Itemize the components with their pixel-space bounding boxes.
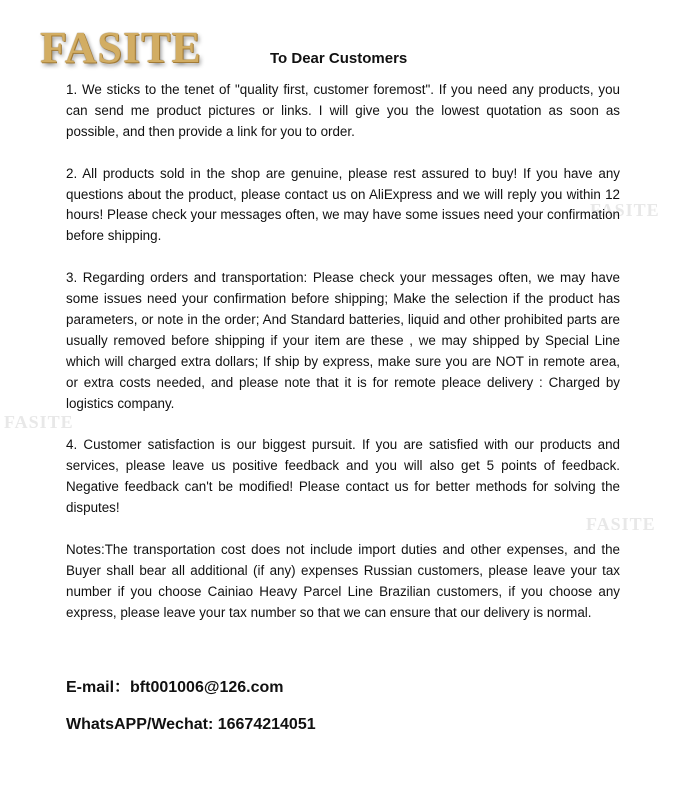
paragraph-shipping: 3. Regarding orders and transportation: Please check your messages often, we may have some issues need your confirmation before shipping; Make the selection if the product has parameters, or note in the order; And Standard batteries, liquid and other prohibited parts are usually removed before shipping if your item are these , we may shipped by Special Line which will charged extra dollars; If ship by express, make sure you are NOT in remote area, or extra costs needed, and please note that it is for remote pleace delivery : Charged by logistics company.: [66, 270, 620, 411]
contact-whatsapp: WhatsAPP/Wechat: 16674214051: [66, 716, 316, 733]
brand-logo: FASITE: [40, 23, 202, 72]
paragraph-feedback: 4. Customer satisfaction is our biggest pursuit. If you are satisfied with our products and services, please leave us positive feedback and you will also get 5 points of feedback. Negative feedback can't be modified! Please contact us for better methods for solving the disputes!: [66, 437, 620, 516]
paragraph-genuine: 2. All products sold in the shop are genuine, please rest assured to buy! If you have any questions about the product, please contact us on AliExpress and we will reply you within 12 hours! Please check your messages often, we may have some issues need your confirmation before shipping.: [66, 165, 620, 244]
paragraph-quality: 1. We sticks to the tenet of "quality first, customer foremost". If you need any products, you can send me product pictures or links. I will give you the lowest quotation as soon as possible, and then provide a link for you to order.: [66, 82, 620, 139]
paragraph-notes: Notes:The transportation cost does not include import duties and other expenses, and the Buyer shall bear all additional (if any) expenses Russian customers, please leave your tax number if you choose Cainiao Heavy Parcel Line Brazilian customers, if you choose any express, please leave your tax number so that we can ensure that our delivery is normal.: [66, 541, 620, 620]
watermark: FASITE: [4, 412, 74, 432]
watermark: FASITE: [586, 514, 656, 534]
contact-email: E-mail：bft001006@126.com: [66, 679, 284, 696]
watermark: FASITE: [590, 200, 660, 220]
notice-body: [66, 80, 620, 644]
page-title: To Dear Customers: [270, 50, 408, 67]
